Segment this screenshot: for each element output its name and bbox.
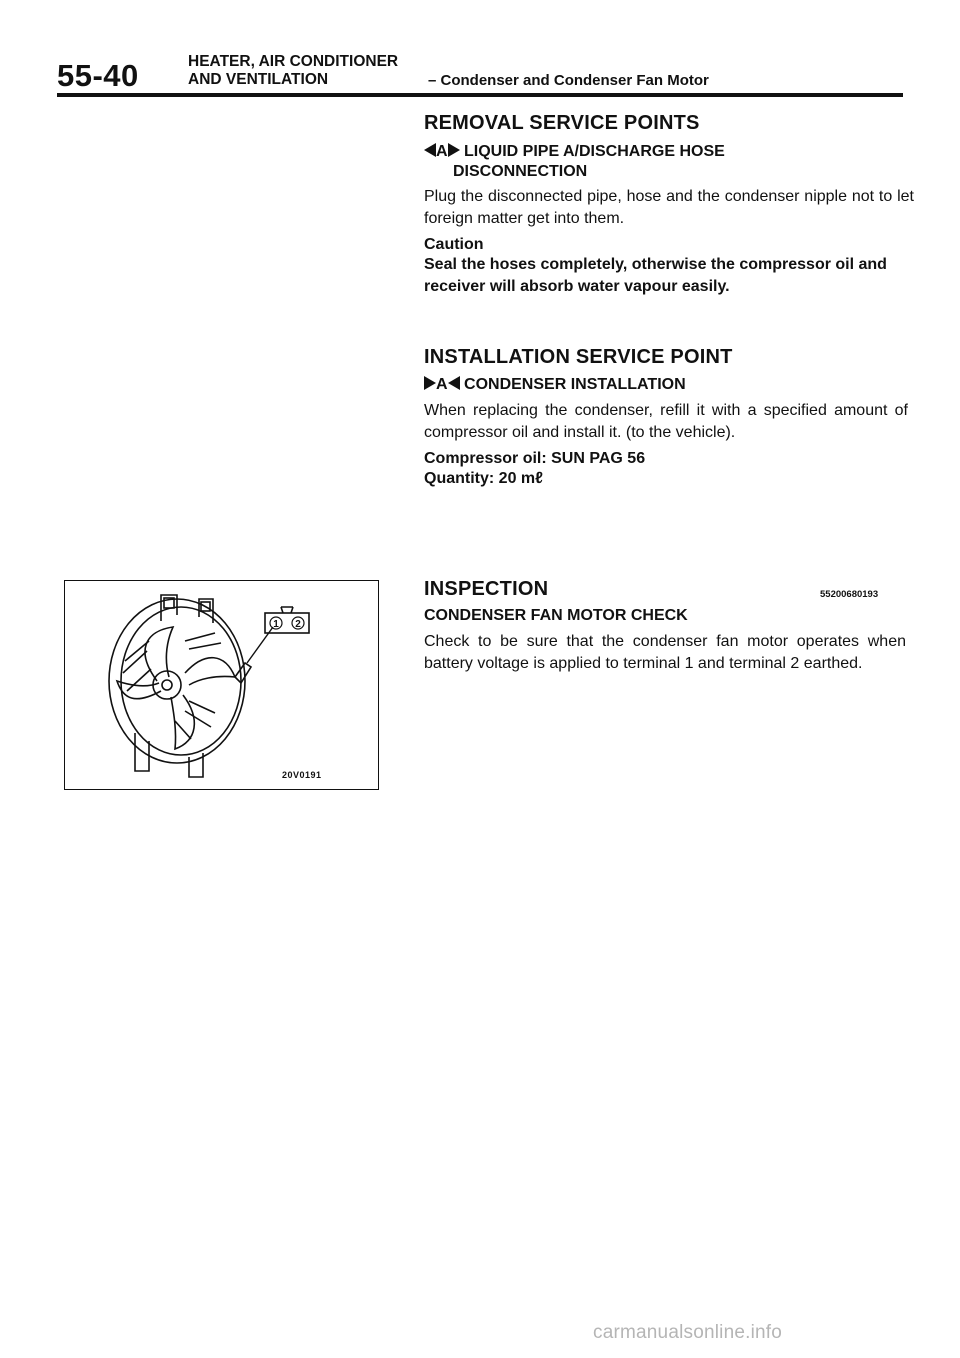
subsection-title: – Condenser and Condenser Fan Motor — [428, 72, 709, 89]
step-marker: A — [436, 143, 448, 160]
page-number: 55-40 — [57, 58, 139, 93]
section-title-line2: AND VENTILATION — [188, 71, 329, 88]
reference-code: 55200680193 — [820, 589, 879, 600]
condenser-fan-illustration — [65, 581, 377, 788]
step-title: CONDENSER INSTALLATION — [464, 376, 686, 393]
inspection-heading: INSPECTION — [424, 578, 549, 600]
step-title-line2: DISCONNECTION — [453, 163, 588, 180]
check-title: CONDENSER FAN MOTOR CHECK — [424, 607, 688, 624]
step-marker: A — [436, 376, 448, 393]
figure-code: 20V0191 — [282, 770, 322, 780]
caution-text: Seal the hoses completely, otherwise the compressor oil and receiver will absorb water vapour easily. — [424, 256, 887, 295]
section-title — [188, 53, 398, 89]
marker-right-arrow-icon — [448, 143, 460, 157]
removal-body: Plug the disconnected pipe, hose and the condenser nipple not to let foreign matter get into them. — [424, 188, 914, 227]
installation-body: When replacing the condenser, refill it with a specified amount of compressor oil and install it. (to the vehicle). — [424, 402, 908, 441]
inspection-body: Check to be sure that the condenser fan motor operates when battery voltage is applied to terminal 1 and terminal 2 earthed. — [424, 633, 906, 672]
connector-pin-2: 2 — [295, 619, 301, 630]
marker-left-arrow-icon — [448, 376, 460, 390]
installation-step-title — [424, 376, 686, 394]
header-rule — [57, 93, 903, 97]
installation-heading: INSTALLATION SERVICE POINT — [424, 346, 733, 368]
removal-heading: REMOVAL SERVICE POINTS — [424, 112, 700, 134]
connector-pin-1: 1 — [273, 619, 279, 630]
section-title-line1: HEATER, AIR CONDITIONER — [188, 53, 399, 70]
spec-quantity: Quantity: 20 mℓ — [424, 470, 543, 487]
footer-watermark: carmanualsonline.info — [593, 1322, 783, 1343]
spec-oil: Compressor oil: SUN PAG 56 — [424, 450, 646, 467]
removal-step-title — [424, 143, 725, 161]
caution-label: Caution — [424, 236, 484, 253]
marker-right-arrow-icon — [424, 376, 436, 390]
fan-motor-figure — [64, 580, 379, 790]
step-title-line1: LIQUID PIPE A/DISCHARGE HOSE — [464, 143, 725, 160]
marker-left-arrow-icon — [424, 143, 436, 157]
